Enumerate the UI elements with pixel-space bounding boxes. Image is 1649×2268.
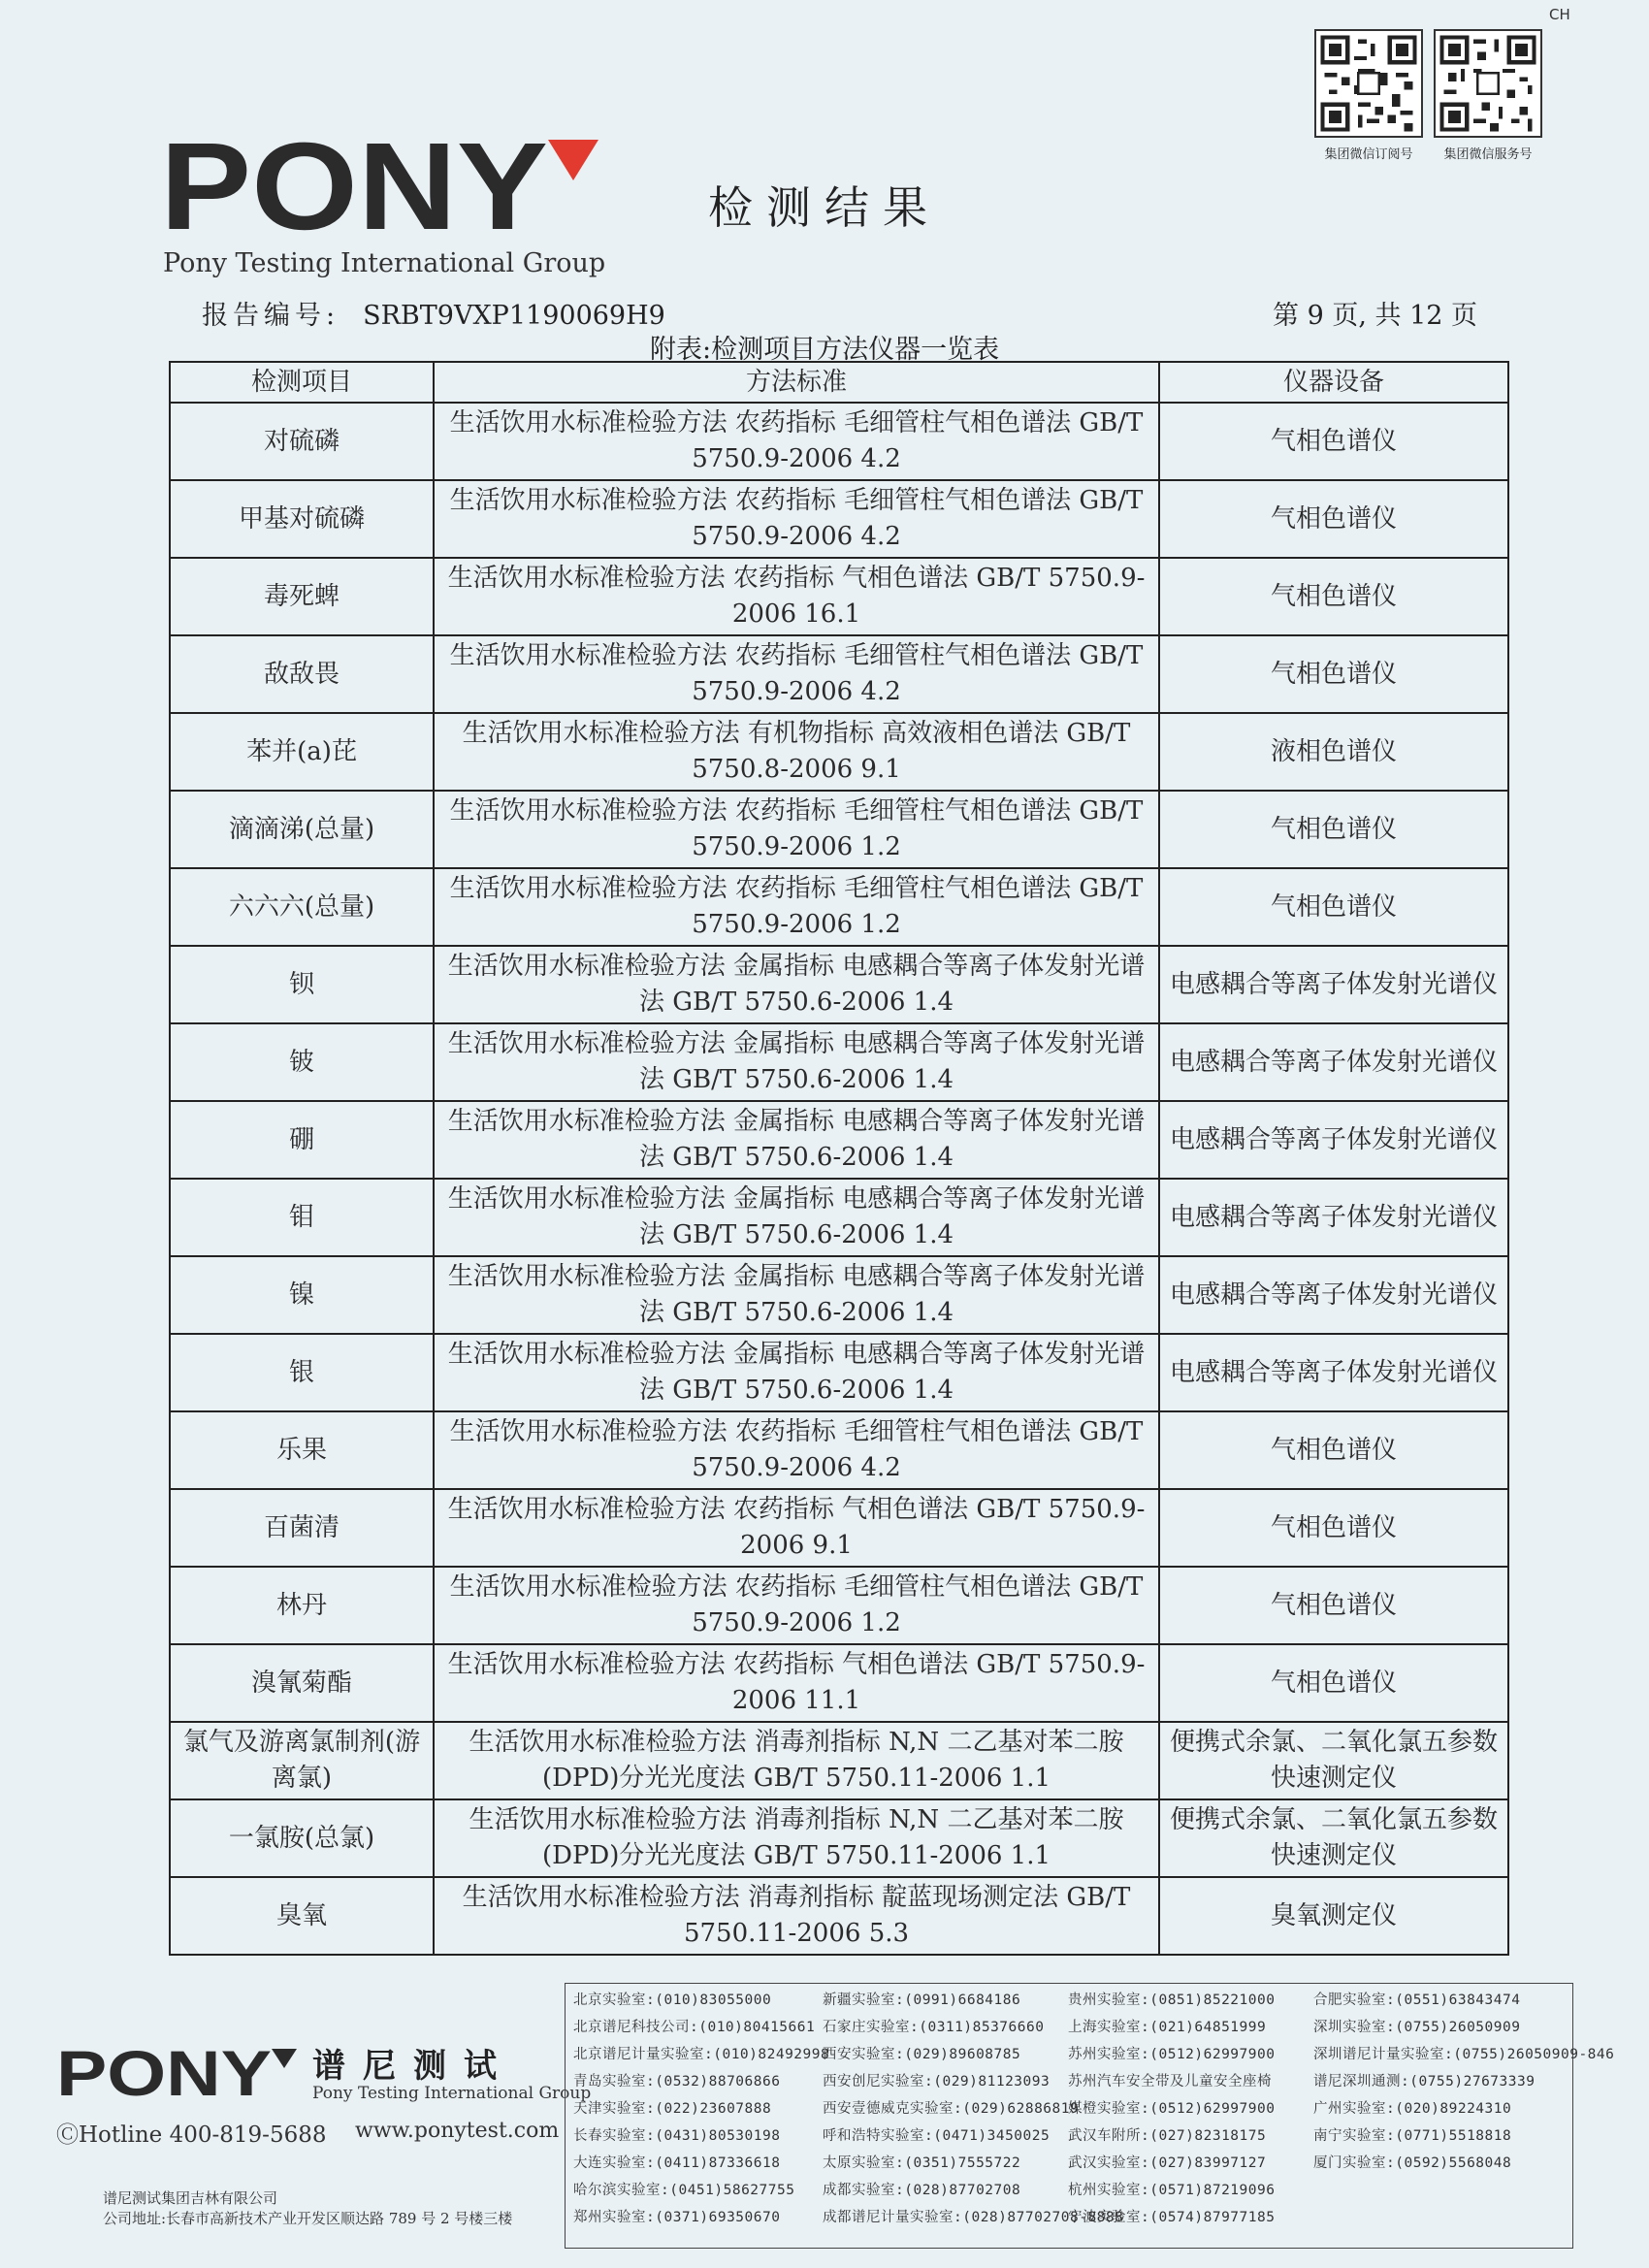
- lab-entry: 北京谱尼计量实验室:(010)82492998: [573, 2047, 830, 2062]
- cell-item: 六六六(总量): [170, 868, 434, 946]
- lab-entry: [1313, 2180, 1561, 2202]
- cell-item: 溴氰菊酯: [170, 1644, 434, 1722]
- svg-text:PONY: PONY: [160, 117, 548, 256]
- cell-item: 铍: [170, 1023, 434, 1101]
- cell-method: 生活饮用水标准检验方法 农药指标 毛细管柱气相色谱法 GB/T 5750.9-2006 1.2: [434, 791, 1159, 868]
- cell-instrument: 气相色谱仪: [1159, 635, 1508, 713]
- cell-instrument: 气相色谱仪: [1159, 558, 1508, 635]
- lab-directory: [565, 1983, 1615, 2249]
- group-name: Pony Testing International Group: [163, 248, 606, 278]
- lab-entry: 广州实验室:(020)89224310: [1313, 2101, 1512, 2117]
- table-row: [170, 1877, 1508, 1955]
- hotline-text: Hotline 400-819-5688: [79, 2122, 327, 2148]
- table-row: [170, 403, 1508, 480]
- table-row: [170, 1179, 1508, 1256]
- cell-item: 氯气及游离氯制剂(游离氯): [170, 1722, 434, 1799]
- cell-method: 生活饮用水标准检验方法 金属指标 电感耦合等离子体发射光谱法 GB/T 5750.6-2006 1.4: [434, 1023, 1159, 1101]
- table-row: [170, 480, 1508, 558]
- cell-item: 镍: [170, 1256, 434, 1334]
- cell-item: 银: [170, 1334, 434, 1411]
- lab-entry: 南宁实验室:(0771)5518818: [1313, 2128, 1512, 2144]
- page-number: 第 9 页, 共 12 页: [1273, 301, 1478, 331]
- cell-item: 乐果: [170, 1411, 434, 1489]
- lab-entry: 石家庄实验室:(0311)85376660: [823, 2020, 1045, 2035]
- lab-entry: 北京谱尼科技公司:(010)80415661: [573, 2020, 816, 2035]
- cell-instrument: 气相色谱仪: [1159, 403, 1508, 480]
- cell-method: 生活饮用水标准检验方法 金属指标 电感耦合等离子体发射光谱法 GB/T 5750.6-2006 1.4: [434, 1256, 1159, 1334]
- qr-caption-service: 集团微信服务号: [1443, 147, 1533, 162]
- lab-entry: 郑州实验室:(0371)69350670: [573, 2210, 781, 2225]
- lab-entry: 太原实验室:(0351)7555722: [823, 2155, 1021, 2171]
- company-name: 谱尼测试集团吉林有限公司: [103, 2189, 278, 2207]
- header-method: 方法标准: [434, 362, 1159, 403]
- lab-entry: 贵州实验室:(0851)85221000: [1068, 1993, 1276, 2008]
- cell-instrument: 臭氧测定仪: [1159, 1877, 1508, 1955]
- cell-instrument: 气相色谱仪: [1159, 868, 1508, 946]
- lab-entry: 苏州汽车安全带及儿童安全座椅: [1068, 2074, 1272, 2090]
- report-number-label: 报告编号:: [202, 301, 340, 331]
- website-link[interactable]: www.ponytest.com: [355, 2119, 560, 2143]
- lab-entry: 深圳谱尼计量实验室:(0755)26050909-846: [1313, 2047, 1615, 2062]
- table-header-row: [170, 362, 1508, 403]
- table-row: [170, 791, 1508, 868]
- cell-method: 生活饮用水标准检验方法 消毒剂指标 靛蓝现场测定法 GB/T 5750.11-2006 5.3: [434, 1877, 1159, 1955]
- lab-entry: [1313, 2207, 1561, 2229]
- report-number: [202, 294, 665, 332]
- lab-entry: 长春实验室:(0431)80530198: [573, 2128, 781, 2144]
- cell-method: 生活饮用水标准检验方法 消毒剂指标 N,N 二乙基对苯二胺(DPD)分光光度法 GB/T 5750.11-2006 1.1: [434, 1722, 1159, 1799]
- cell-method: 生活饮用水标准检验方法 农药指标 气相色谱法 GB/T 5750.9-2006 16.1: [434, 558, 1159, 635]
- cell-method: 生活饮用水标准检验方法 金属指标 电感耦合等离子体发射光谱法 GB/T 5750.6-2006 1.4: [434, 1179, 1159, 1256]
- cell-item: 林丹: [170, 1567, 434, 1644]
- header-instrument: 仪器设备: [1159, 362, 1508, 403]
- cell-method: 生活饮用水标准检验方法 农药指标 毛细管柱气相色谱法 GB/T 5750.9-2006 1.2: [434, 1567, 1159, 1644]
- qr-code-subscription: [1314, 29, 1423, 138]
- table-row: [170, 1101, 1508, 1179]
- table-row: [170, 1489, 1508, 1567]
- cell-item: 敌敌畏: [170, 635, 434, 713]
- lab-entry: 呼和浩特实验室:(0471)3450025: [823, 2128, 1051, 2144]
- lab-entry: 青岛实验室:(0532)88706866: [573, 2074, 781, 2090]
- lab-entry: 深圳实验室:(0755)26050909: [1313, 2020, 1521, 2035]
- cell-item: 钡: [170, 946, 434, 1023]
- svg-text:PONY: PONY: [56, 2037, 272, 2109]
- table-row: [170, 635, 1508, 713]
- cell-method: 生活饮用水标准检验方法 农药指标 毛细管柱气相色谱法 GB/T 5750.9-2006 4.2: [434, 403, 1159, 480]
- lab-entry: 哈尔滨实验室:(0451)58627755: [573, 2183, 795, 2198]
- cell-instrument: 便携式余氯、二氧化氯五参数快速测定仪: [1159, 1722, 1508, 1799]
- cell-method: 生活饮用水标准检验方法 金属指标 电感耦合等离子体发射光谱法 GB/T 5750.6-2006 1.4: [434, 1334, 1159, 1411]
- table-row: [170, 868, 1508, 946]
- cell-instrument: 气相色谱仪: [1159, 1489, 1508, 1567]
- table-row: [170, 1567, 1508, 1644]
- footer-brand-cn: 谱尼测试: [312, 2047, 514, 2086]
- cell-method: 生活饮用水标准检验方法 农药指标 气相色谱法 GB/T 5750.9-2006 11.1: [434, 1644, 1159, 1722]
- lab-entry: 成都谱尼计量实验室:(028)87702708-8888: [823, 2210, 1124, 2225]
- cell-method: 生活饮用水标准检验方法 农药指标 毛细管柱气相色谱法 GB/T 5750.9-2006 4.2: [434, 635, 1159, 713]
- page-title: 检测结果: [708, 181, 941, 234]
- table-row: [170, 1411, 1508, 1489]
- lab-entry: 西安壹德威克实验室:(029)62886819: [823, 2101, 1080, 2117]
- qr-code-service: [1434, 29, 1542, 138]
- cell-instrument: 气相色谱仪: [1159, 1411, 1508, 1489]
- cell-item: 臭氧: [170, 1877, 434, 1955]
- report-number-value: SRBT9VXP1190069H9: [363, 301, 665, 331]
- lab-entry: 上海实验室:(021)64851999: [1068, 2020, 1267, 2035]
- lab-entry: 宁波实验室:(0574)87977185: [1068, 2210, 1276, 2225]
- footer-brand-en: Pony Testing International Group: [312, 2084, 592, 2103]
- hotline: [56, 2117, 326, 2149]
- table-row: [170, 946, 1508, 1023]
- lab-entry: 合肥实验室:(0551)63843474: [1313, 1993, 1521, 2008]
- cell-item: 对硫磷: [170, 403, 434, 480]
- cell-instrument: 液相色谱仪: [1159, 713, 1508, 791]
- table-row: [170, 1644, 1508, 1722]
- table-row: [170, 558, 1508, 635]
- lab-directory-grid: [573, 1990, 1615, 2229]
- lab-entry: 厦门实验室:(0592)5568048: [1313, 2155, 1512, 2171]
- company-address: 公司地址:长春市高新技术产业开发区顺达路 789 号 2 号楼三楼: [103, 2210, 513, 2227]
- qr-caption-subscription: 集团微信订阅号: [1324, 147, 1413, 162]
- method-instrument-table: [169, 361, 1509, 1956]
- cell-method: 生活饮用水标准检验方法 金属指标 电感耦合等离子体发射光谱法 GB/T 5750.6-2006 1.4: [434, 946, 1159, 1023]
- lab-entry: 新疆实验室:(0991)6684186: [823, 1993, 1021, 2008]
- company-info: [103, 2188, 512, 2229]
- qr-code-icon: [1316, 31, 1421, 136]
- cell-item: 甲基对硫磷: [170, 480, 434, 558]
- lab-entry: 西安创尼实验室:(029)81123093: [823, 2074, 1051, 2090]
- cell-instrument: 电感耦合等离子体发射光谱仪: [1159, 1023, 1508, 1101]
- cell-item: 硼: [170, 1101, 434, 1179]
- cell-item: 百菌清: [170, 1489, 434, 1567]
- cell-item: 钼: [170, 1179, 434, 1256]
- cell-instrument: 电感耦合等离子体发射光谱仪: [1159, 1179, 1508, 1256]
- table-row: [170, 1334, 1508, 1411]
- cell-instrument: 气相色谱仪: [1159, 791, 1508, 868]
- cell-method: 生活饮用水标准检验方法 农药指标 毛细管柱气相色谱法 GB/T 5750.9-2006 1.2: [434, 868, 1159, 946]
- cell-instrument: 气相色谱仪: [1159, 1644, 1508, 1722]
- table-row: [170, 1256, 1508, 1334]
- lab-entry: 大连实验室:(0411)87336618: [573, 2155, 781, 2171]
- lab-entry: 天津实验室:(022)23607888: [573, 2101, 772, 2117]
- lab-entry: 媒橙实验室:(0512)62997900: [1068, 2101, 1276, 2117]
- cell-item: 毒死蜱: [170, 558, 434, 635]
- lab-entry: 苏州实验室:(0512)62997900: [1068, 2047, 1276, 2062]
- lab-entry: 武汉车附所:(027)82318175: [1068, 2128, 1267, 2144]
- cell-method: 生活饮用水标准检验方法 农药指标 气相色谱法 GB/T 5750.9-2006 9.1: [434, 1489, 1159, 1567]
- corner-code: CH: [1549, 6, 1570, 23]
- lab-entry: 成都实验室:(028)87702708: [823, 2183, 1021, 2198]
- lab-entry: 杭州实验室:(0571)87219096: [1068, 2183, 1276, 2198]
- cell-method: 生活饮用水标准检验方法 农药指标 毛细管柱气相色谱法 GB/T 5750.9-2006 4.2: [434, 480, 1159, 558]
- footer-pony-logo: [56, 2037, 299, 2109]
- cell-instrument: 气相色谱仪: [1159, 480, 1508, 558]
- table-row: [170, 1023, 1508, 1101]
- copyright-icon: Ⓒ: [56, 2122, 79, 2148]
- lab-entry: 谱尼深圳通测:(0755)27673339: [1313, 2074, 1536, 2090]
- table-row: [170, 1799, 1508, 1877]
- annex-title: 附表:检测项目方法仪器一览表: [650, 335, 1000, 365]
- cell-method: 生活饮用水标准检验方法 消毒剂指标 N,N 二乙基对苯二胺(DPD)分光光度法 GB/T 5750.11-2006 1.1: [434, 1799, 1159, 1877]
- cell-method: 生活饮用水标准检验方法 农药指标 毛细管柱气相色谱法 GB/T 5750.9-2006 4.2: [434, 1411, 1159, 1489]
- cell-instrument: 便携式余氯、二氧化氯五参数快速测定仪: [1159, 1799, 1508, 1877]
- cell-instrument: 电感耦合等离子体发射光谱仪: [1159, 1256, 1508, 1334]
- table-row: [170, 1722, 1508, 1799]
- cell-instrument: 电感耦合等离子体发射光谱仪: [1159, 1101, 1508, 1179]
- cell-method: 生活饮用水标准检验方法 有机物指标 高效液相色谱法 GB/T 5750.8-2006 9.1: [434, 713, 1159, 791]
- cell-instrument: 电感耦合等离子体发射光谱仪: [1159, 946, 1508, 1023]
- lab-entry: 北京实验室:(010)83055000: [573, 1993, 772, 2008]
- cell-instrument: 气相色谱仪: [1159, 1567, 1508, 1644]
- lab-entry: 西安实验室:(029)89608785: [823, 2047, 1021, 2062]
- qr-code-icon: [1436, 31, 1540, 136]
- cell-item: 一氯胺(总氯): [170, 1799, 434, 1877]
- table-row: [170, 713, 1508, 791]
- header-item: 检测项目: [170, 362, 434, 403]
- cell-item: 滴滴涕(总量): [170, 791, 434, 868]
- cell-method: 生活饮用水标准检验方法 金属指标 电感耦合等离子体发射光谱法 GB/T 5750.6-2006 1.4: [434, 1101, 1159, 1179]
- cell-item: 苯并(a)芘: [170, 713, 434, 791]
- pony-logo: [160, 117, 601, 256]
- lab-entry: 武汉实验室:(027)83997127: [1068, 2155, 1267, 2171]
- cell-instrument: 电感耦合等离子体发射光谱仪: [1159, 1334, 1508, 1411]
